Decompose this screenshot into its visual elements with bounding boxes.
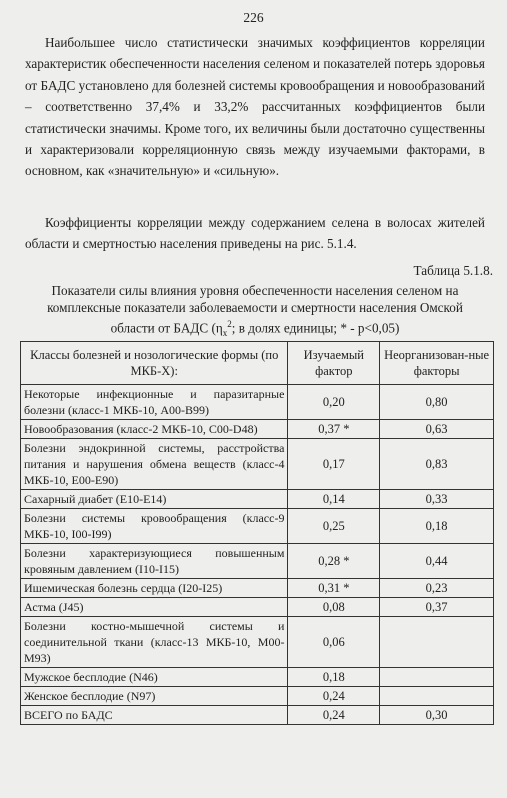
page-number: 226 (243, 10, 264, 25)
table-row (21, 490, 494, 509)
row-factor: 0,24 (288, 687, 380, 706)
row-factor: 0,31 * (288, 579, 380, 598)
table-caption (25, 282, 485, 342)
table-label: Таблица 5.1.8. (413, 263, 493, 278)
row-other: 0,44 (380, 544, 494, 579)
row-name: Болезни эндокринной системы, расстройства питания и нарушения обмена веществ (класс-4 МКБ-10, Е00-Е90) (21, 439, 288, 490)
header-studied-factor: Изучаемый фактор (288, 342, 380, 385)
row-other: 0,63 (380, 420, 494, 439)
data-table (20, 341, 494, 725)
row-name: Новообразования (класс-2 МКБ-10, С00-D48) (21, 420, 288, 439)
row-other: 0,18 (380, 509, 494, 544)
table-row (21, 439, 494, 490)
header-disease-classes: Классы болезней и нозологические формы (по МКБ-X): (21, 342, 288, 385)
table-header-row (21, 342, 494, 385)
row-other: 0,33 (380, 490, 494, 509)
row-factor: 0,18 (288, 668, 380, 687)
row-factor: 0,06 (288, 617, 380, 668)
row-name: Болезни системы кровообращения (класс-9 МКБ-10, I00-I99) (21, 509, 288, 544)
table-row (21, 385, 494, 420)
row-name: Мужское бесплодие (N46) (21, 668, 288, 687)
row-name: Сахарный диабет (Е10-Е14) (21, 490, 288, 509)
row-other: 0,23 (380, 579, 494, 598)
row-other: 0,80 (380, 385, 494, 420)
row-factor: 0,25 (288, 509, 380, 544)
row-name: Болезни костно-мышечной системы и соединительной ткани (класс-13 МКБ-10, М00-М93) (21, 617, 288, 668)
caption-tail: ; в долях единицы; * - p<0,05) (231, 320, 400, 336)
row-other (380, 668, 494, 687)
row-other (380, 687, 494, 706)
row-name: Болезни характеризующиеся повышенным кровяным давлением (I10-I15) (21, 544, 288, 579)
table-row (21, 509, 494, 544)
row-factor: 0,17 (288, 439, 380, 490)
row-name: ВСЕГО по БАДС (21, 706, 288, 725)
row-factor: 0,28 * (288, 544, 380, 579)
paragraph-1: Наибольшее число статистически значимых коэффициентов корреляции характеристик обеспеченности населения селеном и показателей потерь здоровья от БАДС установлено для болезней системы кровообращения и новообразований – соответственно 37,4% и 33,2% рассчитанных коэффициентов были статистически значимы. Кроме того, их величины были достаточно существенны и характеризовали корреляционную связь между изучаемыми факторами, в основном, как «значительную» и «сильную». (25, 35, 485, 179)
caption-text: Показатели силы влияния уровня обеспеченности населения селеном на комплексные показатели заболеваемости и смертности населения Омской области от БАДС (η (47, 283, 463, 336)
caption-subscript: x (222, 328, 228, 339)
row-factor: 0,08 (288, 598, 380, 617)
table-row (21, 687, 494, 706)
row-other: 0,37 (380, 598, 494, 617)
table-row (21, 579, 494, 598)
table-row (21, 617, 494, 668)
row-other: 0,83 (380, 439, 494, 490)
row-factor: 0,14 (288, 490, 380, 509)
table-row (21, 420, 494, 439)
row-other: 0,30 (380, 706, 494, 725)
row-other (380, 617, 494, 668)
row-name: Женское бесплодие (N97) (21, 687, 288, 706)
row-name: Астма (J45) (21, 598, 288, 617)
caption-superscript: 2 (227, 319, 232, 329)
table-row (21, 544, 494, 579)
row-factor: 0,24 (288, 706, 380, 725)
table-row (21, 668, 494, 687)
paragraph-2: Коэффициенты корреляции между содержанием селена в волосах жителей области и смертностью населения приведены на рис. 5.1.4. (25, 215, 485, 252)
table-row-total (21, 706, 494, 725)
table-row (21, 598, 494, 617)
row-factor: 0,37 * (288, 420, 380, 439)
row-name: Ишемическая болезнь сердца (I20-I25) (21, 579, 288, 598)
row-factor: 0,20 (288, 385, 380, 420)
header-unorganized-factors: Неорганизован-ные факторы (380, 342, 494, 385)
row-name: Некоторые инфекционные и паразитарные болезни (класс-1 МКБ-10, А00-В99) (21, 385, 288, 420)
